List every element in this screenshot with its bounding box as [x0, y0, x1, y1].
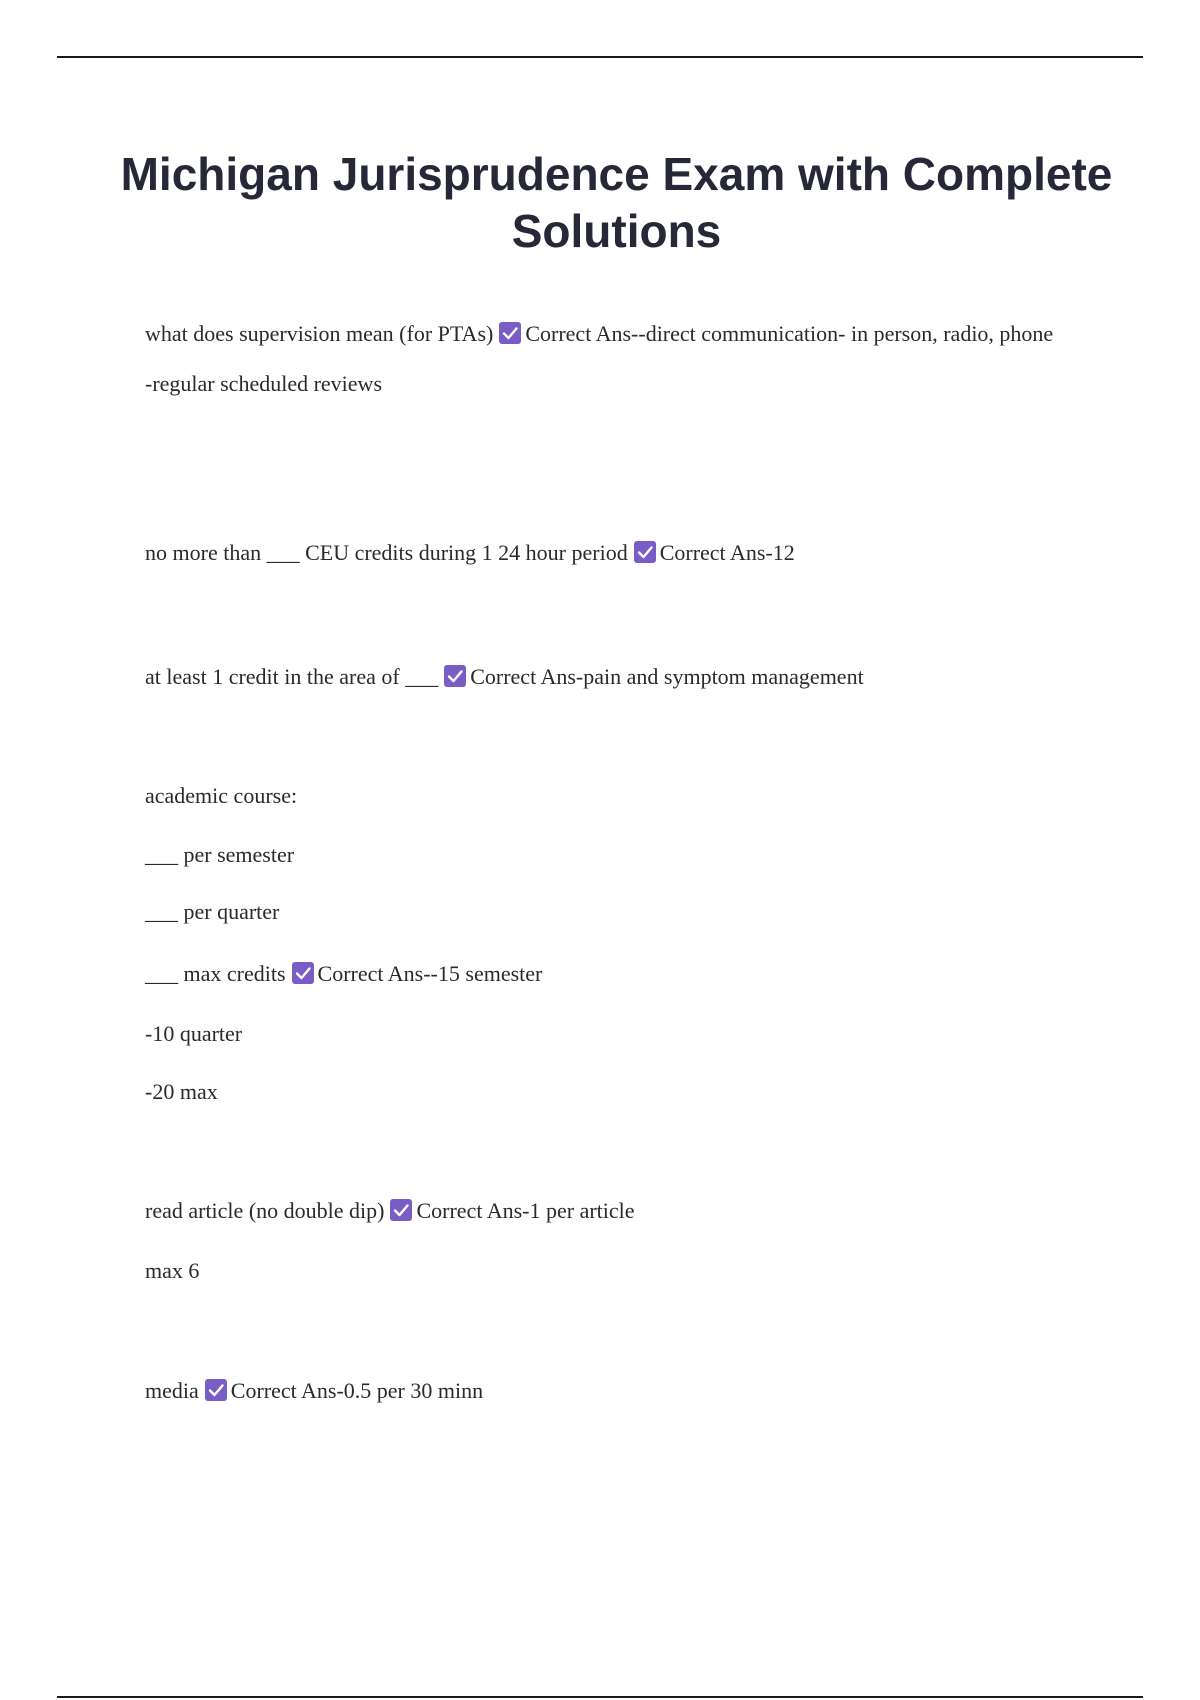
qa-item [145, 1376, 1105, 1406]
qa-item [145, 662, 1105, 692]
question-line: academic course: [145, 783, 298, 808]
question-line: ___ per semester [145, 842, 295, 867]
answer-text: Correct Ans--direct communication- in person, radio, phone [525, 321, 1054, 346]
question-text: what does supervision mean (for PTAs) [145, 321, 494, 346]
question-text: media [145, 1378, 199, 1403]
question-line: ___ per quarter [145, 899, 280, 924]
answer-text: Correct Ans-pain and symptom management [470, 664, 864, 689]
answer-text: Correct Ans-1 per article [416, 1198, 635, 1223]
answer-continuation: -20 max [145, 1079, 218, 1104]
question-text: read article (no double dip) [145, 1198, 385, 1223]
checkbox-checked-icon [205, 1379, 227, 1401]
qa-line [145, 662, 1105, 692]
qa-line [145, 310, 1105, 357]
question-text: no more than ___ CEU credits during 1 24 hour period [145, 540, 628, 565]
answer-text: Correct Ans-0.5 per 30 minn [230, 1378, 484, 1403]
qa-item [145, 310, 1105, 399]
qa-line [145, 1196, 1105, 1226]
checkbox-checked-icon [499, 322, 521, 344]
qa-line [145, 959, 1105, 989]
checkbox-checked-icon [292, 962, 314, 984]
qa-line [145, 538, 1105, 568]
answer-continuation: -10 quarter [145, 1021, 243, 1046]
answer-text: Correct Ans-12 [659, 540, 795, 565]
answer-continuation: -regular scheduled reviews [145, 371, 383, 396]
bottom-rule [57, 1696, 1143, 1698]
question-text: ___ max credits [145, 961, 286, 986]
checkbox-checked-icon [444, 665, 466, 687]
qa-line [145, 1376, 1105, 1406]
top-rule [57, 56, 1143, 58]
answer-continuation: max 6 [145, 1258, 200, 1283]
qa-item [145, 1196, 1105, 1286]
qa-item [145, 538, 1105, 568]
checkbox-checked-icon [634, 541, 656, 563]
question-text: at least 1 credit in the area of ___ [145, 664, 439, 689]
qa-item [145, 781, 1105, 1107]
page-title: Michigan Jurisprudence Exam with Complete Solutions [120, 148, 1113, 257]
answer-text: Correct Ans--15 semester [317, 961, 543, 986]
checkbox-checked-icon [390, 1199, 412, 1221]
